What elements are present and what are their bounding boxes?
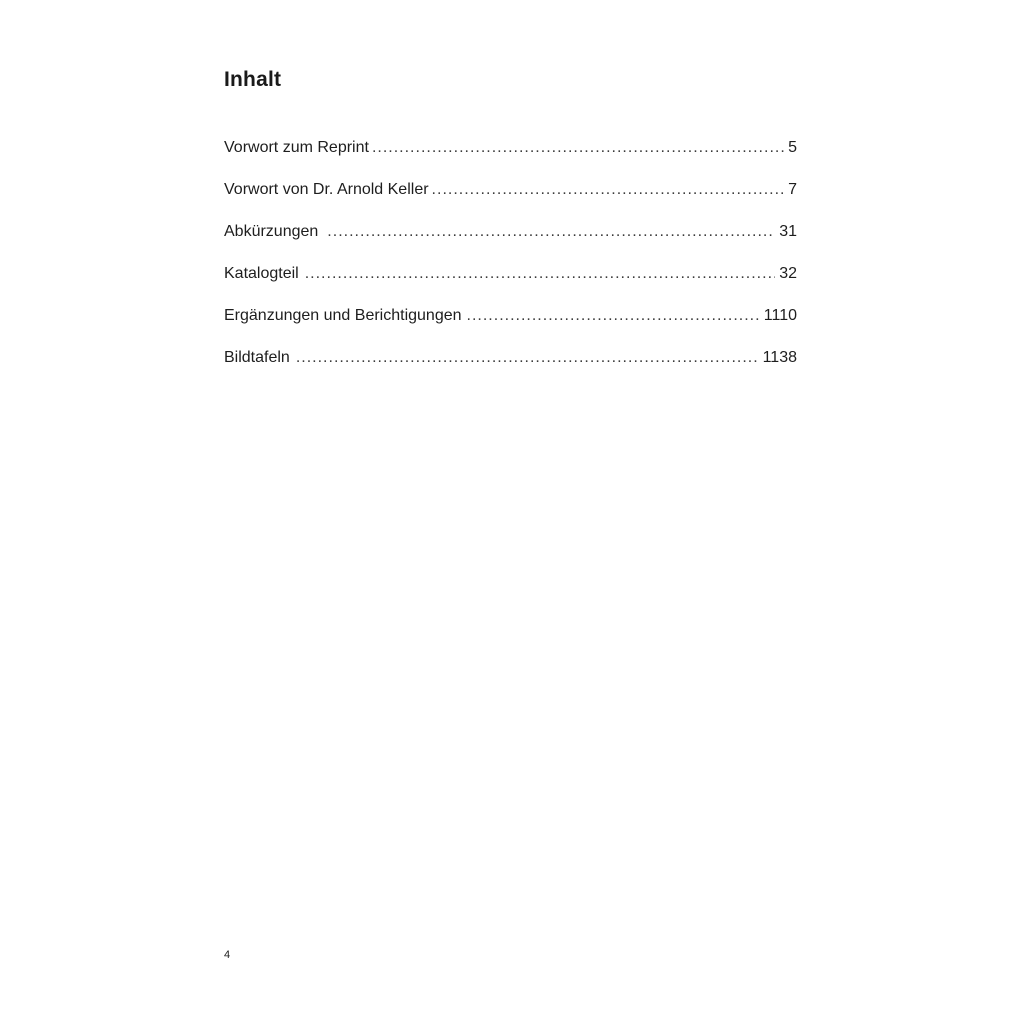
toc-entry-label: Katalogteil [224,265,299,282]
toc-entry-bildtafeln [224,347,797,389]
toc-dot-leader [372,137,784,159]
toc-entry-label: Bildtafeln [224,349,290,366]
page-number: 4 [224,949,231,961]
toc-entry-vorwort-reprint [224,137,797,179]
toc-entry-label: Abkürzungen [224,223,319,240]
toc-entry-label: Ergänzungen und Berichtigungen [224,307,462,324]
table-of-contents [224,137,797,389]
toc-entry-page: 5 [788,139,797,156]
toc-entry-page: 1110 [763,307,797,324]
toc-dot-leader [296,347,759,369]
toc-dot-leader [327,221,775,243]
toc-entry-page: 31 [779,223,797,240]
toc-entry-katalogteil [224,263,797,305]
toc-entry-page: 32 [779,265,797,282]
toc-dot-leader [432,179,785,201]
toc-entry-page: 1138 [762,349,797,366]
toc-entry-page: 7 [788,181,797,198]
toc-dot-leader [305,263,775,285]
toc-entry-label: Vorwort von Dr. Arnold Keller [224,181,429,198]
page-title: Inhalt [224,68,282,91]
toc-entry-ergaenzungen [224,305,797,347]
toc-entry-label: Vorwort zum Reprint [224,139,369,156]
toc-dot-leader [467,305,760,327]
toc-entry-abkuerzungen [224,221,797,263]
toc-entry-vorwort-keller [224,179,797,221]
